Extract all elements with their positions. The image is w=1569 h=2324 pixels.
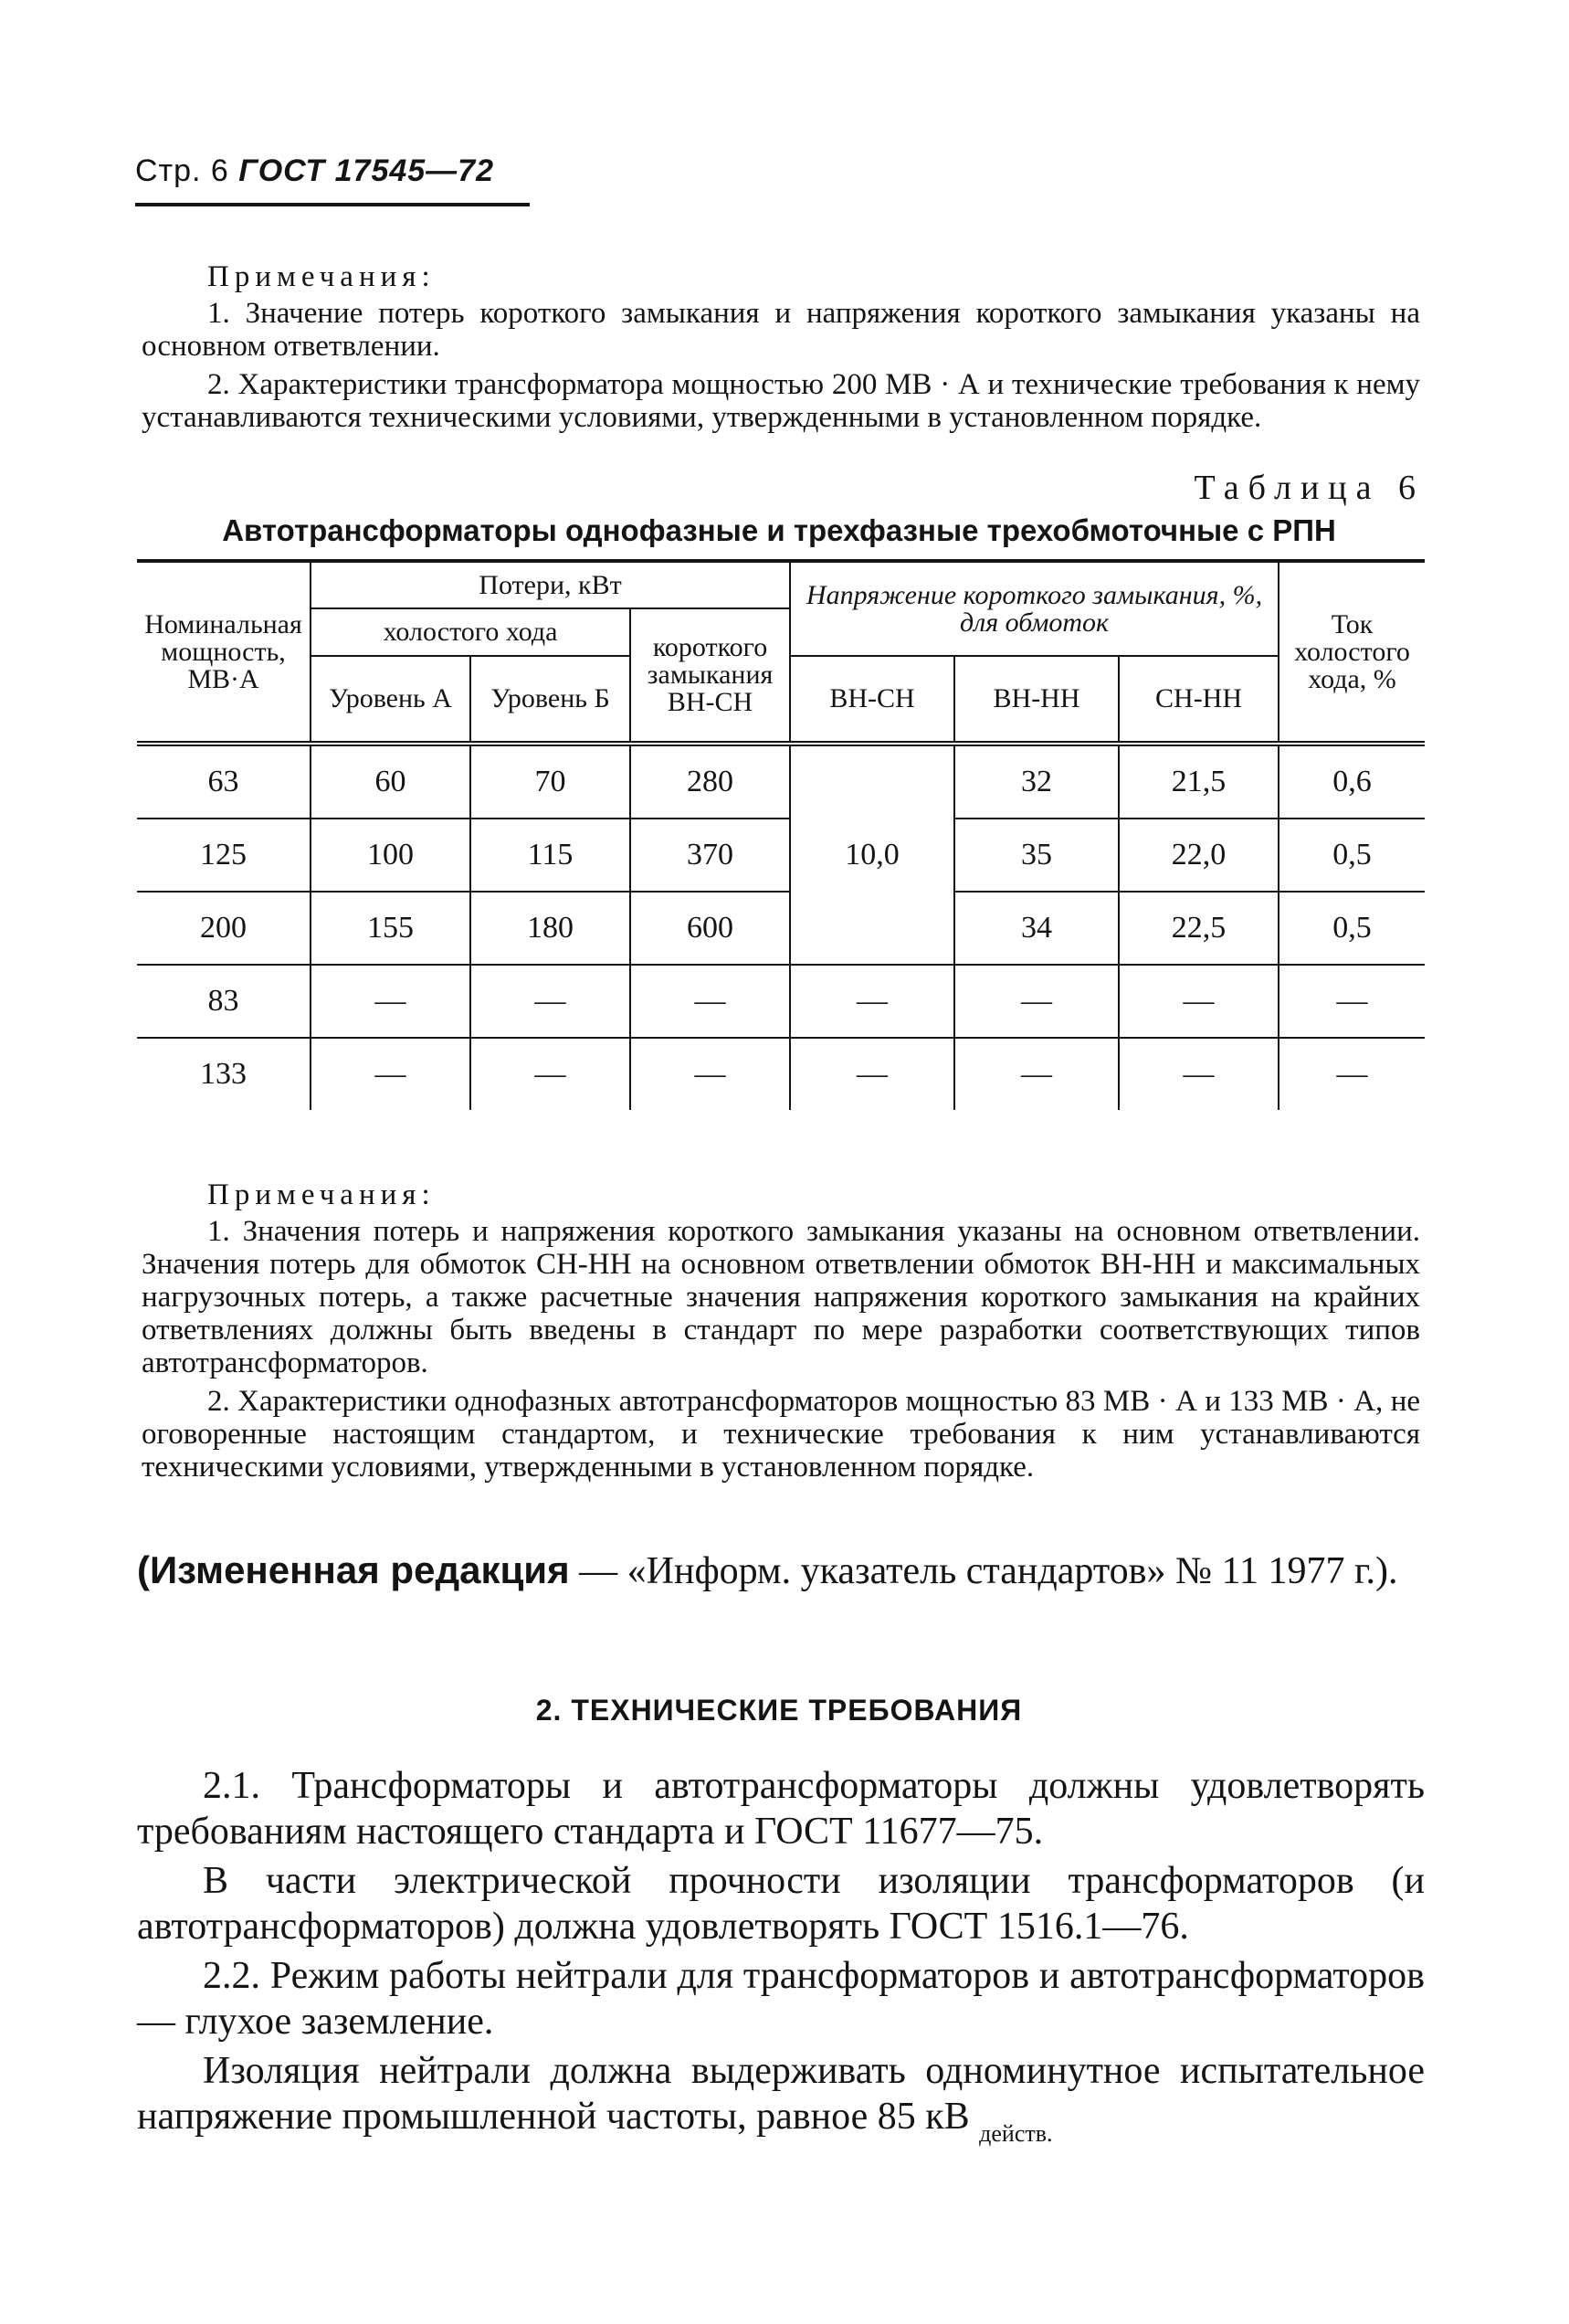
col-level-a-header: Уровень А [311, 656, 470, 744]
paragraph-text: Изоляция нейтрали должна выдерживать одноминутное испытательное напряжение промышленной частоты, равное 85 кВ [137, 2050, 1425, 2138]
notes-title: Примечания: [207, 1178, 436, 1211]
paragraph: 2.1. Трансформаторы и автотрансформаторы должны удовлетворять требованиям настоящего стандарта и ГОСТ 11677—75. [137, 1765, 1425, 1853]
cell-vn-nn: 32 [954, 744, 1119, 819]
paragraph [137, 2048, 1425, 2157]
cell-level-b: — [470, 1038, 630, 1110]
note-item: 1. Значение потерь короткого замыкания и напряжения короткого замыкания указаны на основном ответвлении. [142, 297, 1420, 363]
edition-label: (Измененная редакция [137, 1548, 570, 1591]
cell-short: 280 [630, 744, 790, 819]
note-item: 2. Характеристики трансформатора мощностью 200 МВ · А и технические требования к нему устанавливаются техническими условиями, утвержденными в установленном порядке. [142, 368, 1420, 434]
cell-current: 0,5 [1279, 892, 1425, 965]
standard-number: ГОСТ 17545—72 [238, 153, 495, 188]
table-row [137, 819, 1425, 892]
col-no-load-header: холостого хода [311, 608, 630, 656]
note-item: 1. Значения потерь и напряжения короткого замыкания указаны на основном ответвлении. Значения потерь для обмоток СН-НН на основном ответвлении обмоток ВН-НН и максимальных нагрузочных потерь, а также расчетные значения напряжения короткого замыкания на крайних ответвлениях должны быть введены в стандарт по мере разработки соответствующих типов автотрансформаторов. [142, 1215, 1420, 1379]
page-header [135, 153, 494, 189]
cell-short: — [630, 965, 790, 1038]
page-label: Стр. 6 [135, 153, 229, 188]
cell-vn-nn: 35 [954, 819, 1119, 892]
autotransformer-table [137, 559, 1425, 1110]
cell-vn-sn: — [790, 1038, 954, 1110]
col-losses-header: Потери, кВт [311, 561, 790, 608]
cell-vn-sn: — [790, 965, 954, 1038]
cell-power: 125 [137, 819, 311, 892]
cell-power: 83 [137, 965, 311, 1038]
cell-level-b: 70 [470, 744, 630, 819]
cell-sn-nn: — [1119, 965, 1279, 1038]
table-row [137, 965, 1425, 1038]
col-sn-nn-header: СН-НН [1119, 656, 1279, 744]
cell-vn-sn-merged: 10,0 [790, 744, 954, 965]
cell-level-b: 115 [470, 819, 630, 892]
col-level-b-header: Уровень Б [470, 656, 630, 744]
cell-short: 600 [630, 892, 790, 965]
col-power-header: Номинальная мощность, МВ·А [137, 561, 311, 744]
cell-vn-nn: — [954, 965, 1119, 1038]
cell-level-b: 180 [470, 892, 630, 965]
col-voltage-header: Напряжение короткого замыкания, %, для обмоток [790, 561, 1279, 656]
cell-level-a: 60 [311, 744, 470, 819]
cell-vn-nn: — [954, 1038, 1119, 1110]
cell-level-a: — [311, 1038, 470, 1110]
paragraph: В части электрической прочности изоляции трансформаторов (и автотрансформаторов) должна удовлетворять ГОСТ 1516.1—76. [137, 1860, 1425, 1948]
table-title: Автотрансформаторы однофазные и трехфазные трехобмоточные с РПН [222, 513, 1336, 547]
table-row [137, 1038, 1425, 1110]
table-number: Таблица 6 [1194, 469, 1425, 507]
cell-current: — [1279, 965, 1425, 1038]
cell-power: 200 [137, 892, 311, 965]
header-divider [135, 203, 530, 206]
cell-power: 63 [137, 744, 311, 819]
table-row [137, 744, 1425, 819]
section-body [137, 1763, 1425, 2160]
paragraph: 2.2. Режим работы нейтрали для трансформаторов и автотрансформаторов— глухое заземление. [137, 1955, 1425, 2043]
col-vn-sn-header: ВН-СН [790, 656, 954, 744]
subscript-text: действ. [979, 2120, 1053, 2147]
note-item: 2. Характеристики однофазных автотрансформаторов мощностью 83 МВ · А и 133 МВ · А, не оговоренные настоящим стандартом, и технические требования к ним устанавливаются техническими условиями, утвержденными в установленном порядке. [142, 1385, 1420, 1484]
table-row [137, 892, 1425, 965]
notes-block-2 [142, 1178, 1420, 1489]
edition-note [137, 1548, 1425, 1594]
col-current-header: Ток холостого хода, % [1279, 561, 1425, 744]
cell-level-a: 155 [311, 892, 470, 965]
col-short-header: короткого замыкания ВН-СН [630, 608, 790, 744]
notes-title: Примечания: [207, 260, 436, 293]
cell-short: 370 [630, 819, 790, 892]
section-heading: 2. ТЕХНИЧЕСКИЕ ТРЕБОВАНИЯ [535, 1694, 1023, 1727]
notes-block-1 [142, 260, 1420, 439]
cell-level-a: — [311, 965, 470, 1038]
cell-sn-nn: 21,5 [1119, 744, 1279, 819]
cell-current: 0,5 [1279, 819, 1425, 892]
cell-sn-nn: — [1119, 1038, 1279, 1110]
edition-text: — «Информ. указатель стандартов» № 11 1977 г.). [569, 1550, 1398, 1592]
cell-sn-nn: 22,5 [1119, 892, 1279, 965]
cell-short: — [630, 1038, 790, 1110]
cell-level-b: — [470, 965, 630, 1038]
cell-level-a: 100 [311, 819, 470, 892]
cell-power: 133 [137, 1038, 311, 1110]
cell-current: — [1279, 1038, 1425, 1110]
cell-sn-nn: 22,0 [1119, 819, 1279, 892]
cell-vn-nn: 34 [954, 892, 1119, 965]
col-vn-nn-header: ВН-НН [954, 656, 1119, 744]
cell-current: 0,6 [1279, 744, 1425, 819]
